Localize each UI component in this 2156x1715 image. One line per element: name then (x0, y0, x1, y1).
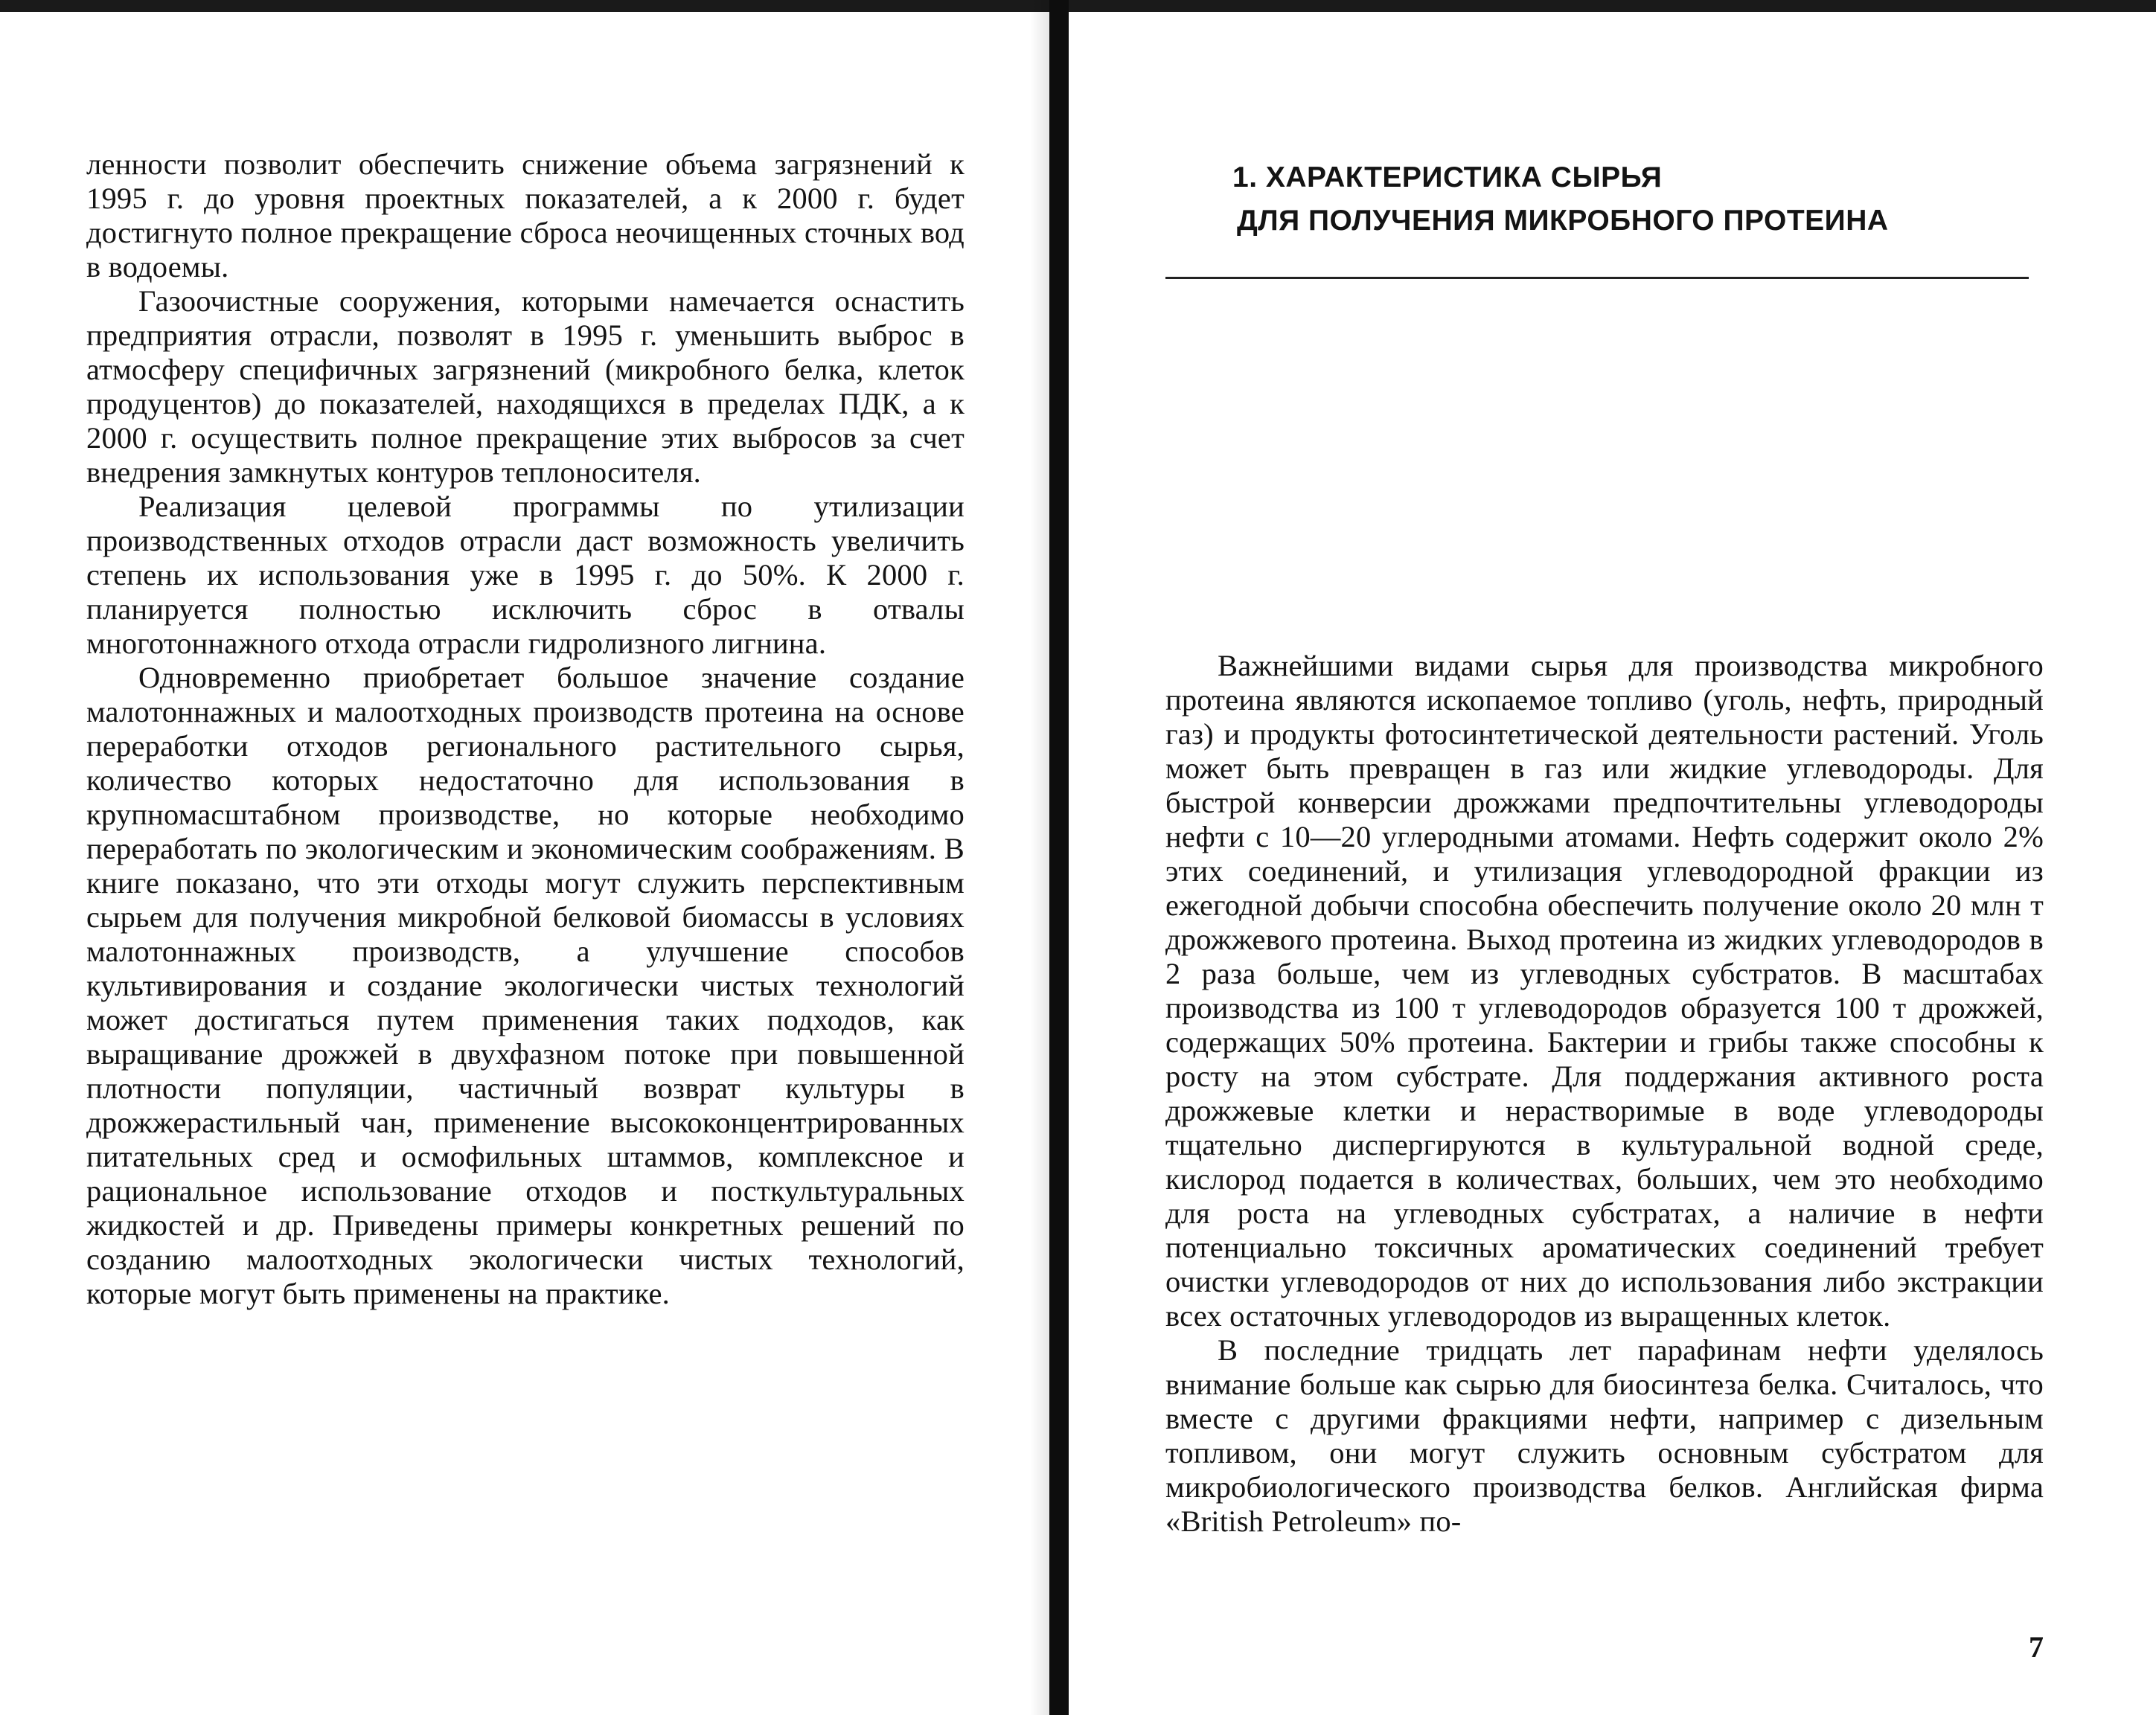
left-paragraph-3: Реализация целевой программы по утилизации производственных отходов отрасли даст возможность увеличить степень их использования уже в 1995 г. до 50%. К 2000 г. планируется полностью исключить сброс в отвалы многотоннажного отхода отрасли гидролизного лигнина. (86, 490, 965, 660)
left-paragraph-1: ленности позволит обеспечить снижение объема загрязнений к 1995 г. до уровня проектных показателей, а к 2000 г. будет достигнуто полное прекращение сброса неочищенных сточных вод в водоемы. (86, 147, 965, 283)
left-paragraph-2: Газоочистные сооружения, которыми намечается оснастить предприятия отрасли, позволят в 1995 г. уменьшить выброс в атмосферу специфичных загрязнений (микробного белка, клеток продуцентов) до показателей, находящихся в пределах ПДК, а к 2000 г. осуществить полное прекращение этих выбросов за счет внедрения замкнутых контуров теплоносителя. (86, 284, 965, 489)
chapter-title-line-1: 1. ХАРАКТЕРИСТИКА СЫРЬЯ (1232, 161, 1663, 193)
right-body (1165, 649, 2044, 1539)
chapter-title (1232, 156, 2021, 243)
left-page (86, 147, 965, 1311)
chapter-title-line-2: ДЛЯ ПОЛУЧЕНИЯ МИКРОБНОГО ПРОТЕИНА (1237, 205, 1889, 237)
book-spine (1049, 0, 1069, 1715)
right-paragraph-1: Важнейшими видами сырья для производства микробного протеина являются ископаемое топливо (уголь, нефть, природный газ) и продукты фотосинтетической деятельности растений. Уголь может быть превращен в газ или жидкие углеводороды. Для быстрой конверсии дрожжами предпочтительны углеводороды нефти с 10—20 углеродными атомами. Нефть содержит около 2% этих соединений, и утилизация углеводородной фракции из ежегодной добычи способна обеспечить получение около 20 млн т дрожжевого протеина. Выход протеина из жидких углеводородов в 2 раза больше, чем из углеводных субстратов. В масштабах производства из 100 т углеводородов образуется 100 т дрожжей, содержащих 50% протеина. Бактерии и грибы также способны к росту на этом субстрате. Для поддержания активного роста дрожжевые клетки и нерастворимые в воде углеводороды тщательно диспергируются в культуральной водной среде, кислород подается в количествах, больших, чем это необходимо для роста на углеводных субстратах, а наличие в нефти потенциально токсичных ароматических соединений требует очистки углеводородов от них до использования либо экстракции всех остаточных углеводородов из выращенных клеток. (1165, 649, 2044, 1333)
chapter-divider (1165, 277, 2029, 279)
left-paragraph-4: Одновременно приобретает большое значение создание малотоннажных и малоотходных производств протеина на основе переработки отходов регионального растительного сырья, количество которых недостаточно для использования в крупномасштабном производстве, но которые необходимо переработать по экологическим и экономическим соображениям. В книге показано, что эти отходы могут служить перспективным сырьем для получения микробной белковой биомассы в условиях малотоннажных производств, а улучшение способов культивирования и создание экологически чистых технологий может достигаться путем применения таких подходов, как выращивание дрожжей в двухфазном потоке при повышенной плотности популяции, частичный возврат культуры в дрожжерастильный чан, применение высококонцентрированных питательных сред и осмофильных штаммов, комплексное и рациональное использование отходов и посткультуральных жидкостей и др. Приведены примеры конкретных решений по созданию малоотходных экологически чистых технологий, которые могут быть применены на практике. (86, 661, 965, 1310)
right-page (1165, 0, 2044, 1715)
right-paragraph-2: В последние тридцать лет парафинам нефти уделялось внимание больше как сырью для биосинтеза белка. Считалось, что вместе с другими фракциями нефти, например с дизельным топливом, они могут служить основным субстратом для микробиологического производства белков. Английская фирма «British Petroleum» по- (1165, 1333, 2044, 1538)
page-number: 7 (2029, 1630, 2044, 1664)
spine-shadow (1030, 0, 1049, 1715)
